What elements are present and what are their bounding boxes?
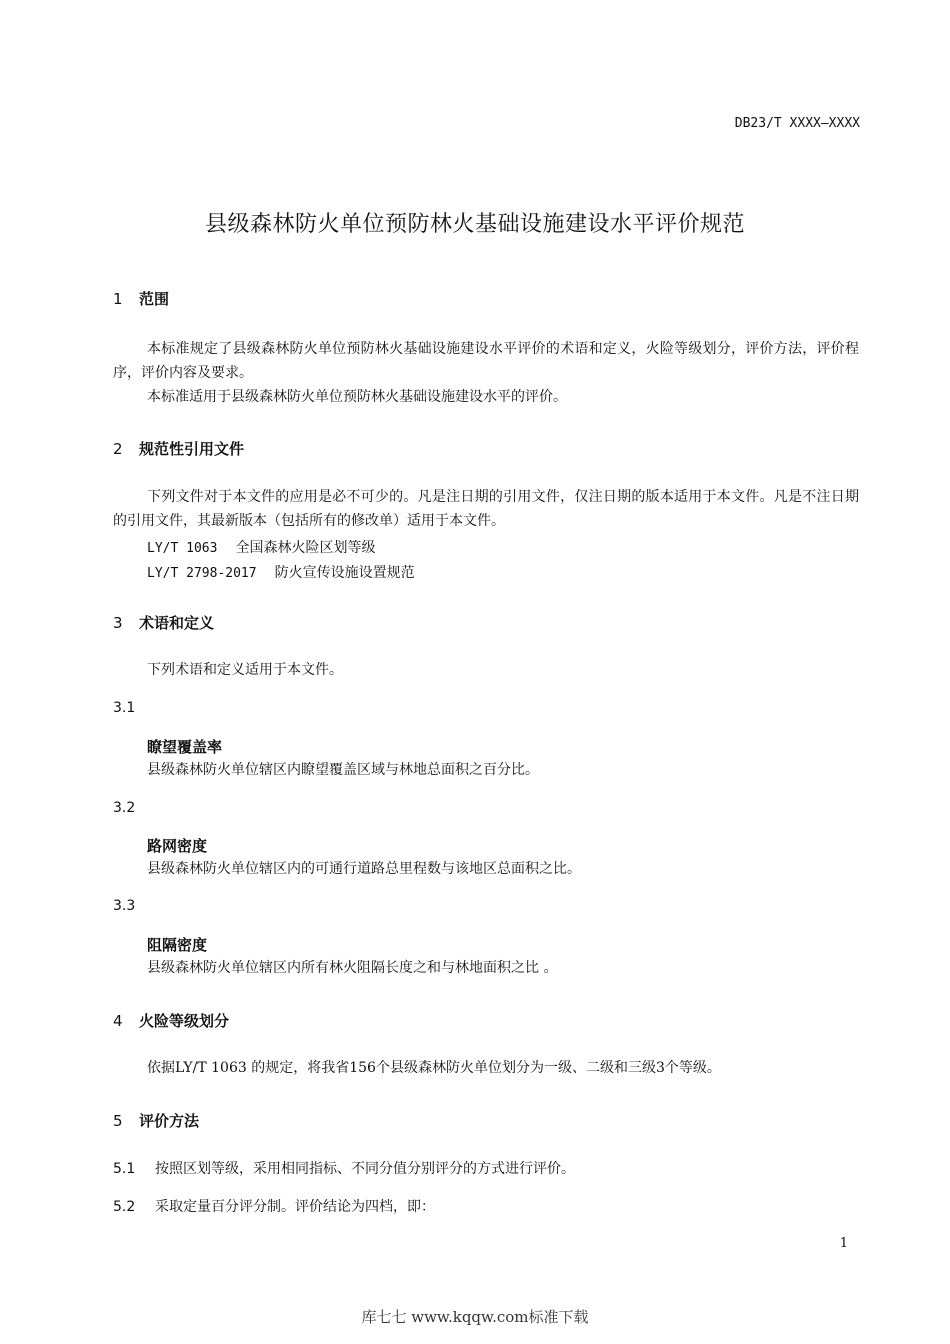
reference-code: LY/T 1063 — [147, 541, 218, 556]
section-4-paragraph-1: 依据LY/T 1063 的规定，将我省156个县级森林防火单位划分为一级、二级和三级3个等级。 — [147, 1060, 721, 1076]
section-title: 范围 — [139, 290, 170, 308]
reference-item — [147, 537, 375, 557]
reference-item — [147, 562, 415, 582]
reference-code: LY/T 2798-2017 — [147, 566, 257, 581]
term-name: 阻隔密度 — [147, 936, 208, 954]
section-number: 5 — [113, 1112, 123, 1130]
term-definition: 县级森林防火单位辖区内的可通行道路总里程数与该地区总面积之比。 — [147, 861, 581, 877]
term-name: 瞭望覆盖率 — [147, 738, 223, 756]
term-name: 路网密度 — [147, 837, 208, 855]
clause-number: 5.1 — [113, 1161, 136, 1177]
section-3-intro: 下列术语和定义适用于本文件。 — [147, 662, 343, 678]
reference-name: 全国森林火险区划等级 — [235, 540, 376, 556]
section-1-heading — [113, 288, 169, 309]
document-title: 县级森林防火单位预防林火基础设施建设水平评价规范 — [204, 212, 745, 237]
document-code: DB23/T XXXX—XXXX — [734, 116, 860, 131]
clause-text: 采取定量百分评分制。评价结论为四档，即： — [155, 1199, 435, 1215]
term-number: 3.3 — [113, 898, 136, 914]
section-2-heading — [113, 438, 244, 459]
section-number: 2 — [113, 440, 123, 458]
section-title: 评价方法 — [139, 1112, 200, 1130]
section-1-paragraph-2: 本标准适用于县级森林防火单位预防林火基础设施建设水平的评价。 — [147, 389, 567, 405]
term-number: 3.2 — [113, 800, 136, 816]
term-definition: 县级森林防火单位辖区内瞭望覆盖区域与林地总面积之百分比。 — [147, 762, 539, 778]
section-title: 火险等级划分 — [139, 1012, 230, 1030]
section-4-heading — [113, 1010, 229, 1031]
section-title: 规范性引用文件 — [139, 440, 245, 458]
section-2-paragraph-1: 下列文件对于本文件的应用是必不可少的。凡是注日期的引用文件，仅注日期的版本适用于本文件。凡是不注日期的引用文件，其最新版本（包括所有的修改单）适用于本文件。 — [113, 489, 859, 529]
section-title: 术语和定义 — [139, 614, 215, 632]
term-number: 3.1 — [113, 700, 136, 716]
section-3-heading — [113, 612, 214, 633]
clause-item — [113, 1158, 575, 1178]
clause-item — [113, 1196, 435, 1216]
section-5-heading — [113, 1110, 199, 1131]
footer-watermark: 库七七 www.kqqw.com标准下载 — [361, 1308, 589, 1326]
section-number: 1 — [113, 290, 123, 308]
section-number: 3 — [113, 614, 123, 632]
section-1-paragraph-1: 本标准规定了县级森林防火单位预防林火基础设施建设水平评价的术语和定义，火险等级划分，评价方法，评价程序，评价内容及要求。 — [113, 341, 859, 381]
section-number: 4 — [113, 1012, 123, 1030]
term-definition: 县级森林防火单位辖区内所有林火阻隔长度之和与林地面积之比 。 — [147, 960, 558, 976]
page-number: 1 — [839, 1236, 848, 1251]
clause-number: 5.2 — [113, 1199, 136, 1215]
reference-name: 防火宣传设施设置规范 — [274, 565, 415, 581]
clause-text: 按照区划等级，采用相同指标、不同分值分别评分的方式进行评价。 — [155, 1161, 575, 1177]
